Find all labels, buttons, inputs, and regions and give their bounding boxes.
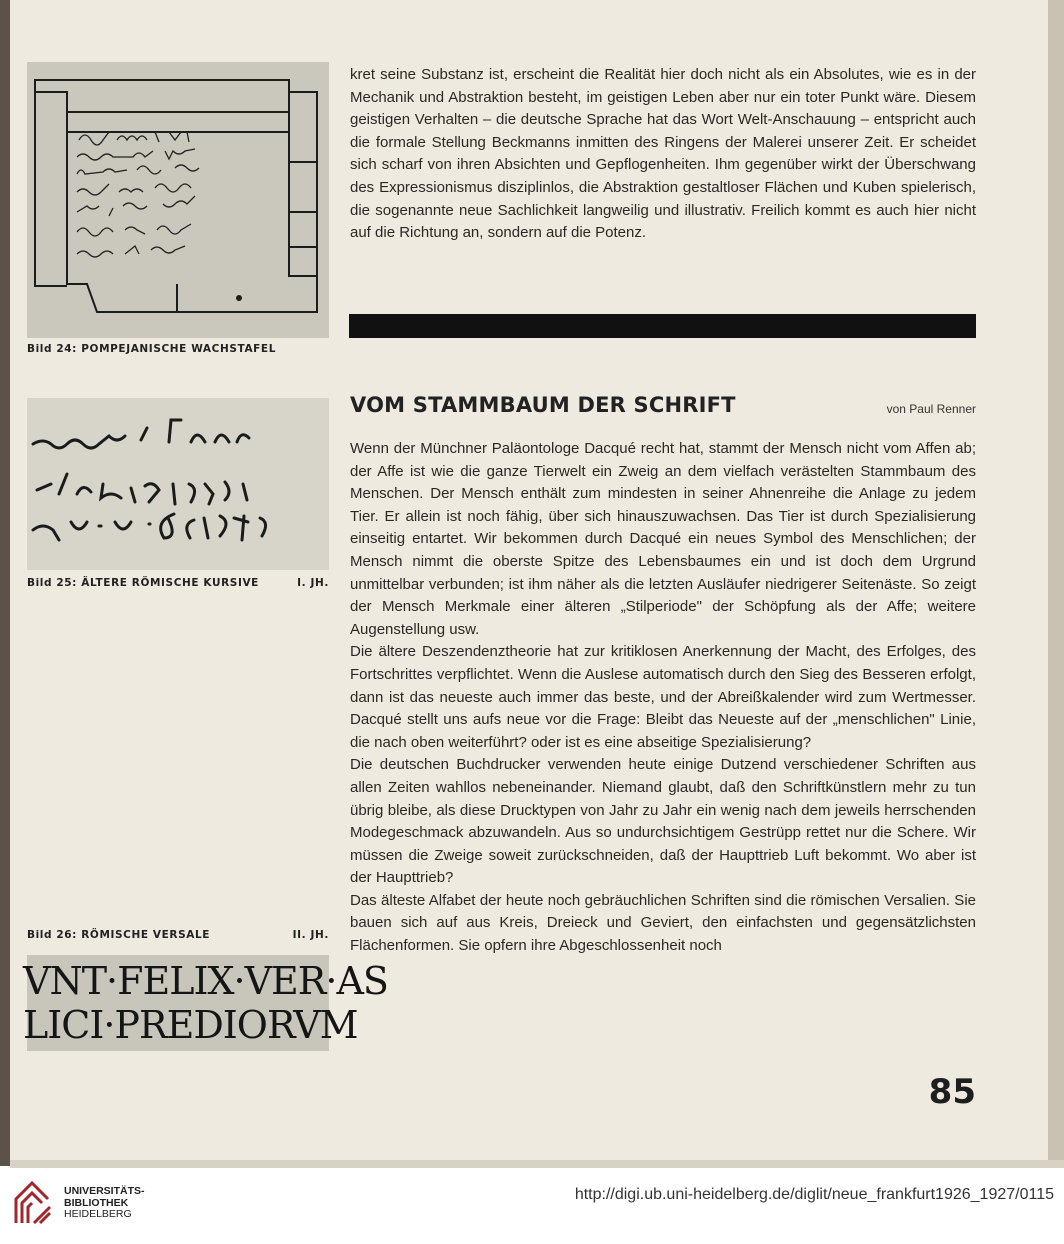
article-body [350, 438, 976, 958]
figure-26-century: II. JH. [292, 929, 329, 941]
figure-roman-capitals [23, 955, 388, 1051]
figure-25-title: ÄLTERE RÖMISCHE KURSIVE [81, 577, 259, 589]
library-name-line-3: HEIDELBERG [64, 1208, 132, 1220]
figure-24-label: Bild 24: [27, 343, 77, 355]
article-title: VOM STAMMBAUM DER SCHRIFT [350, 393, 736, 417]
page-number: 85 [928, 1072, 976, 1112]
library-name-line-2: BIBLIOTHEK [64, 1196, 129, 1209]
article-paragraph-1: Wenn der Münchner Paläontologe Dacqué recht hat, stammt der Mensch nicht vom Affen ab; der Affe ist wie die ganze Tierwelt ein Zweig an dem vielfach verästelten Stammbaum des Menschen. Der Mensch enthält zum mindesten in seiner Ahnenreihe die Anlage zu jedem Tier. Er allein ist noch fähig, über sich hinauszuwachsen. Das Tier ist durch Spezialisierung einseitig entartet. Wir bekommen durch Dacqué ein neues Symbol des Menschlichen; der Mensch nimmt die oberste Spitze des Lebensbaumes ein und ist doch dem Urgrund unmittelbar verbunden; ist ihm näher als die letzten Ausläufer niedrigerer Seitenäste. So zeigt der Mensch Merkmale einer älteren „Stilperiode" der Schöpfung als der Affe; weitere Augenstellung usw. [350, 440, 976, 638]
library-logo-icon [12, 1177, 54, 1227]
page-bottom-edge [10, 1160, 1064, 1168]
article-paragraph-4: Das älteste Alfabet der heute noch gebräuchlichen Schriften sind die römischen Versalien. Sie bauen sich auf aus Kreis, Dreieck und Geviert, den einfachsten und gegensätzlichsten Flächenformen. Sie opfern ihre Abgeschlossenheit noch [350, 891, 976, 955]
figure-wax-tablet [27, 62, 329, 338]
article-paragraph-2: Die ältere Deszendenztheorie hat zur kritiklosen Anerkennung der Macht, des Erfolges, des Fortschrittes verpflichtet. Wenn die Auslese automatisch durch den Sieg des Besseren erfolgt, dann ist das neueste auch immer das beste, und der Abreißkalender wird zum Wertmesser. Dacqué stellt uns aufs neue vor die Frage: Bleibt das Neueste auf der „menschlichen" Linie, die nach oben weiterführt? oder ist es eine abseitige Spezialisierung? [350, 643, 976, 751]
figure-26-label: Bild 26: [27, 929, 77, 941]
article-byline: von Paul Renner [886, 402, 976, 416]
figure-25-caption [27, 577, 329, 589]
library-name-line-1: UNIVERSITÄTS- [64, 1185, 145, 1197]
inscription-line-1: VNT·FELIX·VER·AS [23, 959, 388, 1003]
library-name [64, 1186, 145, 1221]
scan-edge-right [1048, 0, 1064, 1166]
figure-roman-cursive [27, 398, 329, 570]
cursive-script-drawing [27, 398, 329, 570]
figure-24-title: POMPEJANISCHE WACHSTAFEL [81, 343, 277, 355]
figure-25-century: I. JH. [297, 577, 329, 589]
intro-paragraph: kret seine Substanz ist, erscheint die Realität hier doch nicht als ein Absolutes, wie es in der Mechanik und Abstraktion besteht, im geistigen Leben aber nur ein toter Punkt wäre. Diesem geistigen Verhalten – die deutsche Sprache hat das Wort Welt-Anschauung – entspricht auch die formale Stellung Beckmanns inmitten des Ringens der Malerei unserer Zeit. Er scheidet sich scharf von ihren Absichten und Gepflogenheiten. Ihm gegenüber wirkt der Überschwang des Expressionismus disziplinlos, die Abstraktion gestaltloser Flächen und Kuben spielerisch, die sogenannte neue Sachlichkeit langweilig und illustrativ. Freilich kommt es auch hier nicht auf die Richtung an, sondern auf die Potenz. [350, 66, 976, 242]
scan-edge-left [0, 0, 10, 1166]
inscription-line-2: LICI·PREDIORVM [23, 1003, 358, 1047]
footer-bar [0, 1168, 1064, 1244]
article-paragraph-3: Die deutschen Buchdrucker verwenden heute einige Dutzend verschiedener Schriften aus allen Zeiten wahllos nebeneinander. Niemand glaubt, daß den Schriftkünstlern mehr zu tun übrig bleibe, als diese Drucktypen von Jahr zu Jahr ein wenig nach dem jeweils herrschenden Modegeschmack abzuwandeln. Aus so undurchsichtigem Gestrüpp rettet nur die Schere. Wir müssen die Zweige soweit zurückschneiden, daß der Haupttrieb Luft bekommt. Wo aber ist der Haupttrieb? [350, 756, 976, 887]
figure-26-caption [27, 929, 329, 941]
figure-25-label: Bild 25: [27, 577, 77, 589]
section-divider-bar [349, 314, 976, 338]
source-url[interactable]: http://digi.ub.uni-heidelberg.de/diglit/neue_frankfurt1926_1927/0115 [574, 1186, 1054, 1203]
wax-tablet-drawing [27, 62, 329, 338]
intro-text-block [350, 64, 976, 245]
figure-24-caption [27, 343, 329, 355]
figure-26-title: RÖMISCHE VERSALE [81, 929, 211, 941]
